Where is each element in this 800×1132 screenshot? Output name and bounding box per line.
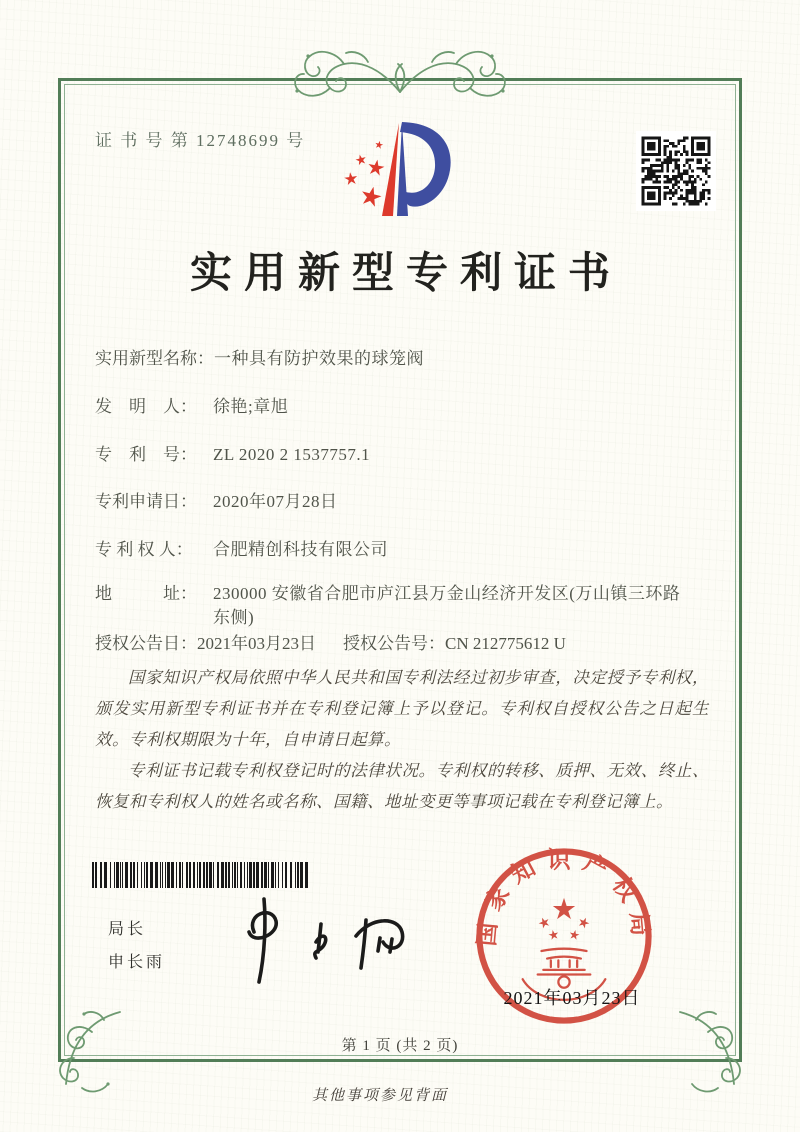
legal-paragraph-1: 国家知识产权局依照中华人民共和国专利法经过初步审查，决定授予专利权，颁发实用新型专利证书并在专利登记簿上予以登记。专利权自授权公告之日起生效。专利权期限为十年，自申请日起算。 [95, 668, 709, 749]
cnipa-logo-icon [328, 110, 478, 236]
field-label: 专 利 号： [95, 445, 197, 464]
commissioner-signature [222, 892, 427, 994]
grant-date-label: 授权公告日： [95, 634, 197, 653]
grant-number-value: CN 212775612 U [445, 634, 566, 653]
field-value: 2020年07月28日 [213, 492, 338, 511]
svg-text:国家知识产权局 [473, 846, 655, 947]
field-row-grant [95, 632, 715, 656]
grant-date-value: 2021年03月23日 [197, 634, 316, 653]
field-label: 专利申请日： [95, 492, 197, 511]
certificate-number: 证 书 号 第 12748699 号 [95, 131, 306, 150]
field-row-filing-date [95, 490, 683, 514]
signer-name: 申长雨 [108, 954, 166, 971]
field-label: 实用新型名称： [95, 349, 214, 368]
field-row-patent-number [95, 443, 683, 467]
back-side-note: 其他事项参见背面 [311, 1088, 448, 1104]
field-value: 合肥精创科技有限公司 [213, 540, 388, 559]
national-emblem-icon [537, 898, 591, 940]
field-row-address [95, 582, 683, 630]
field-row-name [95, 347, 684, 371]
seal-text: 国家知识产权局 [474, 847, 654, 948]
qr-code [636, 131, 716, 211]
field-label: 地 址： [95, 584, 197, 603]
legal-text [95, 662, 709, 817]
field-value: ZL 2020 2 1537757.1 [213, 445, 371, 464]
seal-date: 2021年03月23日 [503, 988, 641, 1008]
field-value: 一种具有防护效果的球笼阀 [214, 349, 424, 368]
certificate-title: 实用新型专利证书 [189, 251, 622, 297]
field-label: 发 明 人： [95, 397, 197, 416]
field-row-patentee [95, 538, 683, 562]
field-value: 徐艳;章旭 [213, 397, 289, 416]
top-flourish-ornament-icon [278, 40, 522, 108]
grant-number-label: 授权公告号： [343, 634, 445, 653]
legal-paragraph-2: 专利证书记载专利权登记时的法律状况。专利权的转移、质押、无效、终止、恢复和专利权人的姓名或名称、国籍、地址变更等事项记载在专利登记簿上。 [95, 761, 709, 811]
barcode [92, 862, 310, 888]
signer-title: 局长 [108, 921, 147, 938]
grant-number-pair [343, 632, 566, 656]
field-value: 230000 安徽省合肥市庐江县万金山经济开发区(万山镇三环路东侧) [213, 584, 681, 627]
page-number: 第 1 页 (共 2 页) [341, 1038, 459, 1054]
field-row-inventor [95, 395, 683, 419]
field-label: 专 利 权 人： [95, 540, 193, 559]
